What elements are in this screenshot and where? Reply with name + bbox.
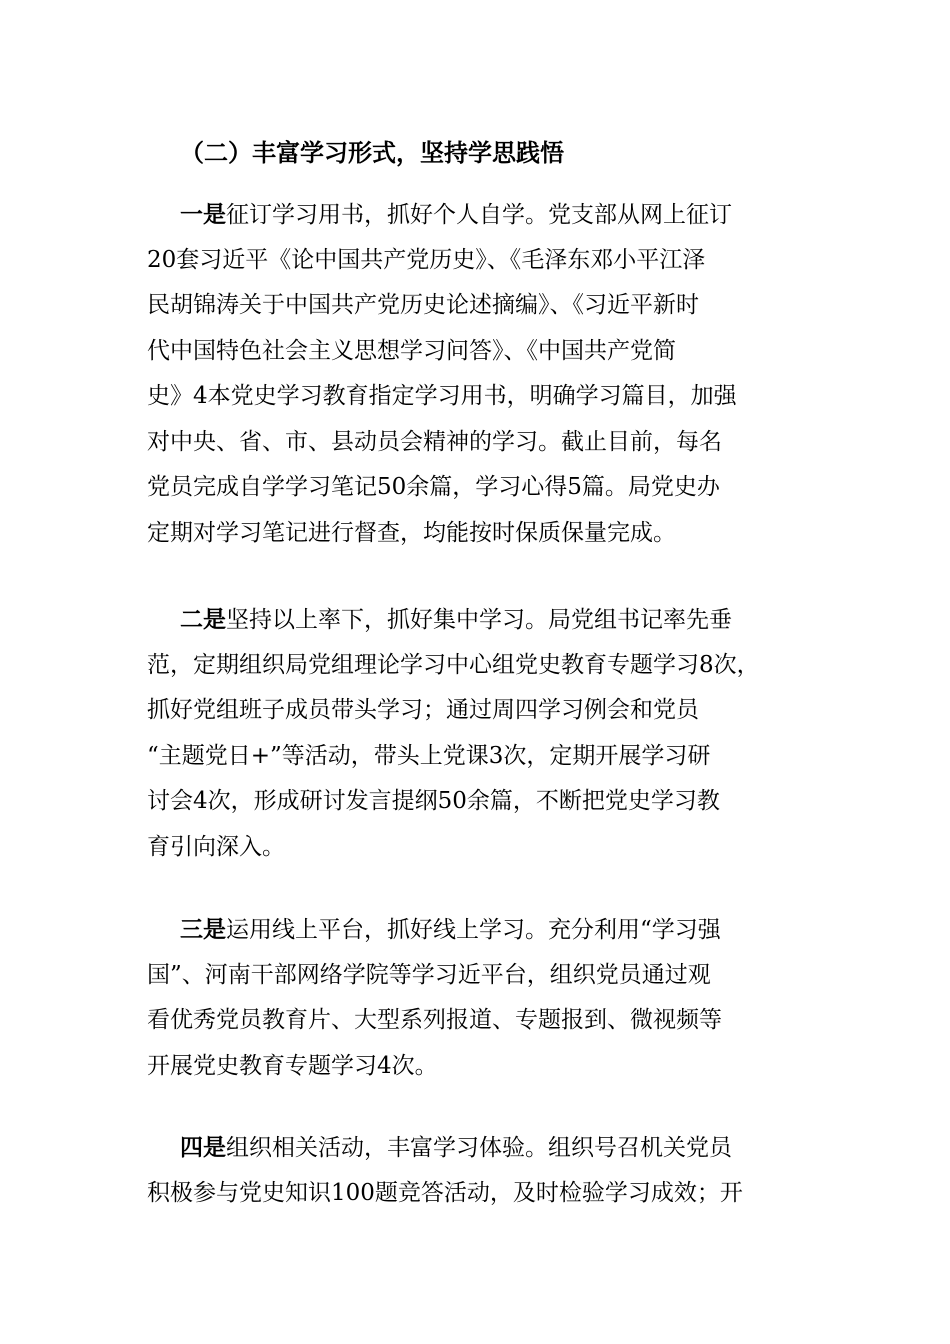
paragraph-line [147, 907, 827, 953]
paragraph-line: 开展党史教育专题学习4次。 [147, 1052, 438, 1079]
paragraph-line [147, 1125, 827, 1171]
paragraph-lead: 三是 [180, 916, 226, 943]
paragraph-line: 定期对学习笔记进行督查，均能按时保质保量完成。 [147, 519, 676, 546]
paragraph-line: 史》4本党史学习教育指定学习用书，明确学习篇目，加强 [147, 383, 737, 409]
line-text: 运用线上平台，抓好线上学习。充分利用“学习强 [226, 917, 721, 943]
paragraph-lead: 四是 [180, 1134, 226, 1161]
paragraph-2 [147, 597, 827, 870]
paragraph-line: 国”、河南干部网络学院等学习近平台，组织党员通过观 [147, 961, 711, 988]
paragraph-4 [147, 1125, 827, 1216]
paragraph-line [147, 597, 827, 643]
paragraph-line: 20套习近平《论中国共产党历史》、《毛泽东邓小平江泽 [147, 246, 706, 273]
paragraph-line: 讨会4次，形成研讨发言提纲50余篇，不断把党史学习教 [147, 788, 720, 814]
paragraph-line: 对中央、省、市、县动员会精神的学习。截止目前，每名 [147, 428, 722, 455]
paragraph-line: 看优秀党员教育片、大型系列报道、专题报到、微视频等 [147, 1007, 722, 1033]
paragraph-lead: 一是 [180, 201, 226, 228]
section-heading: （二）丰富学习形式，坚持学思践悟 [180, 138, 564, 167]
paragraph-line: 党员完成自学学习笔记50余篇，学习心得5篇。局党史办 [147, 474, 720, 500]
line-text: 征订学习用书，抓好个人自学。党支部从网上征订 [226, 202, 732, 228]
paragraph-line: 积极参与党史知识100题竞答活动，及时检验学习成效；开 [147, 1179, 743, 1206]
paragraph-line: 民胡锦涛关于中国共产党历史论述摘编》、《习近平新时 [147, 292, 699, 318]
paragraph-line: “主题党日+”等活动，带头上党课3次，定期开展学习研 [147, 742, 711, 769]
paragraph-line: 代中国特色社会主义思想学习问答》、《中国共产党简 [147, 337, 676, 364]
line-text: 坚持以上率下，抓好集中学习。局党组书记率先垂 [226, 607, 732, 633]
paragraph-line: 范，定期组织局党组理论学习中心组党史教育专题学习8次， [147, 651, 760, 678]
paragraph-1 [147, 192, 827, 556]
paragraph-line [147, 192, 827, 238]
paragraph-lead: 二是 [180, 606, 226, 633]
paragraph-line: 育引向深入。 [147, 833, 285, 860]
line-text: 组织相关活动，丰富学习体验。组织号召机关党员 [226, 1135, 732, 1161]
paragraph-line: 抓好党组班子成员带头学习；通过周四学习例会和党员 [147, 697, 699, 723]
paragraph-3 [147, 907, 827, 1089]
